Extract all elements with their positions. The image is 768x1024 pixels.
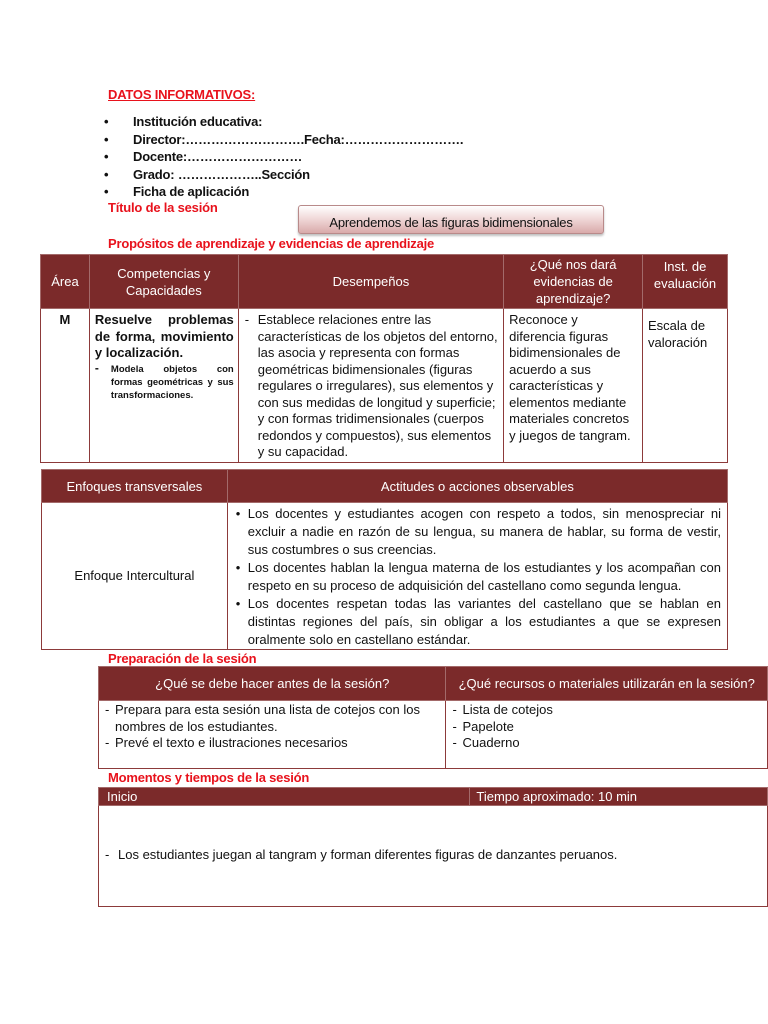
approach-table	[41, 469, 728, 650]
approach-cell: Enfoque Intercultural	[42, 503, 228, 650]
performance-item: - Establece relaciones entre las características de los objetos del entorno, las asocia y representa con formas geométricas bidimensionales (figuras regulares o irregulares), sus elementos y con sus medidas de longitud y superficie; y con formas tridimensionales (cuerpos redondos y compuestos), sus elementos y su capacidad.	[244, 312, 498, 459]
capacity-item: - Modela objetos con formas geométricas y sus transformaciones.	[94, 360, 234, 401]
header-instrumento: Inst. de evaluación	[643, 255, 728, 309]
info-grado-seccion: • Grado: ………………..Sección	[104, 166, 463, 184]
header-enfoques: Enfoques transversales	[42, 470, 228, 503]
performance-text: Establece relaciones entre las características de los objetos del entorno, las asocia y representa con formas geométricas bidimensionales (figuras regulares o irregulares), sus elementos y con sus medidas de longitud y superficie; y con formas tridimensionales (cuerpos redondos y compuestos), sus elementos y su capacidad.	[257, 312, 498, 459]
area-cell: M	[41, 309, 90, 463]
moments-table	[98, 787, 768, 907]
moments-label: Momentos y tiempos de la sesión	[108, 770, 310, 785]
info-institucion: • Institución educativa:	[104, 113, 463, 131]
purposes-header-row	[41, 255, 728, 309]
header-desempenos: Desempeños	[238, 255, 503, 309]
evidence-cell: Reconoce y diferencia figuras bidimensionales de acuerdo a sus características y elementos mediante materiales concretos y juegos de tangram.	[504, 309, 643, 463]
preparation-header-row	[99, 667, 768, 701]
header-actitudes: Actitudes o acciones observables	[227, 470, 727, 503]
activity-cell	[99, 806, 768, 907]
activity-text: Los estudiantes juegan al tangram y forman diferentes figuras de danzantes peruanos.	[118, 846, 618, 862]
approach-row	[42, 503, 728, 650]
competence-text: Resuelve problemas de forma, movimiento y localización.	[94, 312, 234, 360]
info-ficha: • Ficha de aplicación	[104, 183, 463, 201]
action-item: • Los docentes hablan la lengua materna de los estudiantes y los acompañan con respeto en su proceso de adquisición del castellano como segunda lengua.	[232, 559, 721, 595]
session-title-box: Aprendemos de las figuras bidimensionales	[298, 205, 604, 234]
moments-row	[99, 806, 768, 907]
session-title-label: Título de la sesión	[108, 200, 218, 215]
phase-inicio: Inicio	[99, 788, 470, 806]
resource-item: - Lista de cotejos	[450, 702, 763, 719]
action-item: • Los docentes y estudiantes acogen con respeto a todos, sin menospreciar ni excluir a nadie en razón de su lengua, su manera de hablar, su forma de vestir, sus costumbres o sus creencias.	[232, 505, 721, 559]
moments-header-row	[99, 788, 768, 806]
preparation-label: Preparación de la sesión	[108, 651, 257, 666]
before-item: - Prepara para esta sesión una lista de cotejos con los nombres de los estudiantes.	[103, 702, 439, 735]
resource-item: - Cuaderno	[450, 735, 763, 752]
preparation-row	[99, 701, 768, 769]
purposes-label: Propósitos de aprendizaje y evidencias de aprendizaje	[108, 236, 435, 251]
instrument-cell: Escala de valoración	[643, 309, 728, 463]
before-cell	[99, 701, 446, 769]
performance-cell	[238, 309, 503, 463]
info-list	[104, 113, 463, 201]
header-area: Área	[41, 255, 90, 309]
before-item: - Prevé el texto e ilustraciones necesarios	[103, 735, 439, 752]
datos-informativos-title: DATOS INFORMATIVOS:	[108, 87, 256, 102]
action-item: • Los docentes respetan todas las variantes del castellano que se hablan en distintas regiones del país, sin obligar a los estudiantes a que se expresen oralmente solo en castellano estándar.	[232, 595, 721, 649]
actions-cell	[227, 503, 727, 650]
preparation-table	[98, 666, 768, 769]
purposes-table	[40, 254, 728, 463]
approach-header-row	[42, 470, 728, 503]
header-competencias: Competencias y Capacidades	[89, 255, 238, 309]
capacity-text: Modela objetos con formas geométricas y sus transformaciones.	[110, 363, 234, 401]
resource-item: - Papelote	[450, 719, 763, 736]
purposes-row	[41, 309, 728, 463]
header-evidencias: ¿Qué nos dará evidencias de aprendizaje?	[504, 255, 643, 309]
activity-item: - Los estudiantes juegan al tangram y forman diferentes figuras de danzantes peruanos.	[105, 846, 618, 862]
info-director-fecha: • Director:……………………….Fecha:……………………….	[104, 131, 463, 149]
phase-time: Tiempo aproximado: 10 min	[470, 788, 768, 806]
competence-cell	[89, 309, 238, 463]
resources-cell	[446, 701, 768, 769]
info-docente: • Docente:………………………	[104, 148, 463, 166]
header-antes: ¿Qué se debe hacer antes de la sesión?	[99, 667, 446, 701]
header-recursos: ¿Qué recursos o materiales utilizarán en la sesión?	[446, 667, 768, 701]
